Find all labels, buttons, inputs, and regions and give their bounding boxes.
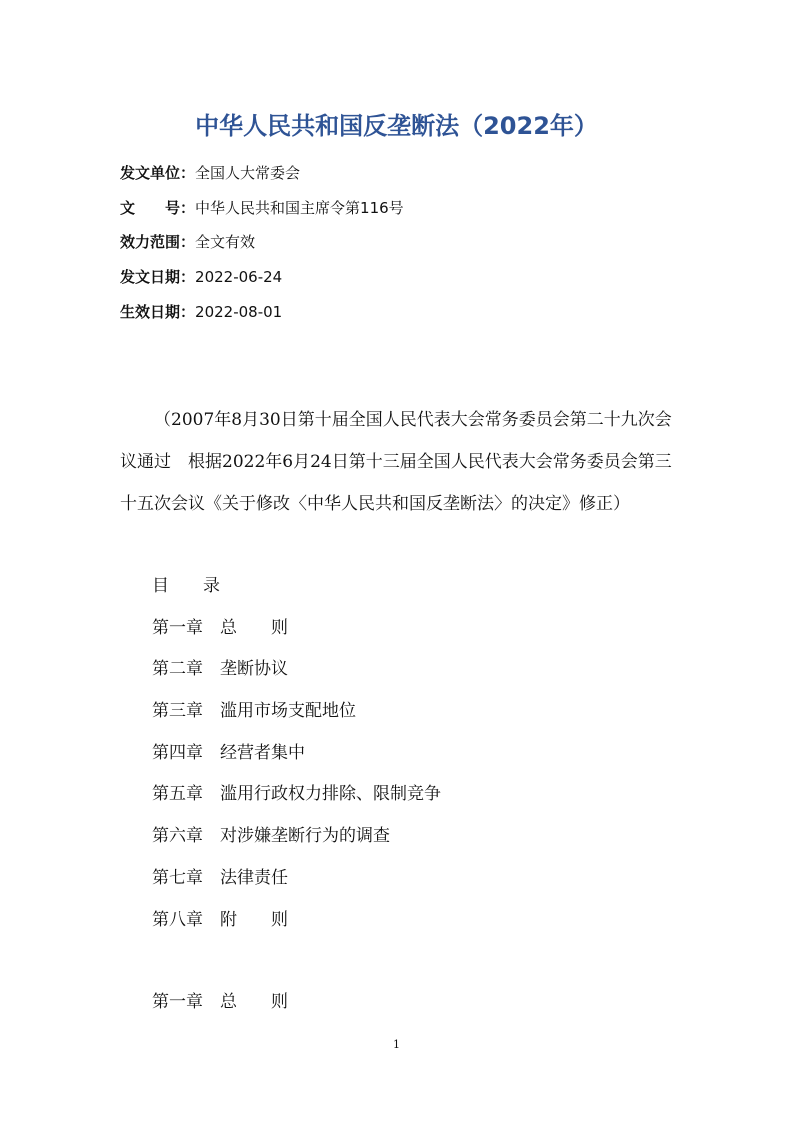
- meta-document-number: [120, 191, 720, 226]
- meta-separator: ：: [180, 268, 196, 287]
- meta-value: 中华人民共和国主席令第116号: [195, 198, 404, 217]
- toc-item: 第三章 滥用市场支配地位: [152, 701, 356, 722]
- document-metadata: [120, 156, 720, 329]
- meta-separator: ：: [180, 164, 196, 182]
- toc-item: 第七章 法律责任: [152, 867, 288, 888]
- meta-label: 发文单位: [120, 164, 181, 182]
- page-number: 1: [393, 1038, 400, 1051]
- toc-item: 第八章 附 则: [152, 909, 288, 930]
- meta-label: 发文日期: [120, 268, 181, 287]
- toc-item: 第五章 滥用行政权力排除、限制竞争: [152, 784, 441, 805]
- document-body: [120, 399, 680, 525]
- document-title: 中华人民共和国反垄断法（2022年）: [195, 112, 598, 140]
- toc-item: 第四章 经营者集中: [152, 742, 305, 763]
- meta-label: 效力范围: [120, 233, 181, 252]
- meta-label: 生效日期: [120, 302, 181, 321]
- meta-separator: ：: [180, 302, 196, 321]
- meta-separator: ：: [180, 233, 196, 252]
- meta-effective-date: [120, 295, 720, 330]
- meta-scope: [120, 225, 720, 260]
- meta-issue-date: [120, 260, 720, 295]
- toc-item: 第六章 对涉嫌垄断行为的调查: [152, 826, 390, 847]
- meta-label: 文 号: [120, 198, 181, 217]
- toc-heading: 目 录: [152, 576, 220, 596]
- meta-issuer: [120, 156, 720, 191]
- meta-value: 2022-06-24: [195, 268, 283, 287]
- meta-value: 全国人大常委会: [195, 164, 301, 182]
- toc-item: 第一章 总 则: [152, 617, 288, 638]
- preamble-paragraph: （2007年8月30日第十届全国人民代表大会常务委员会第二十九次会议通过 根据2022年6月24日第十三届全国人民代表大会常务委员会第三十五次会议《关于修改〈中华人民共和国反垄断法〉的决定》修正）: [120, 410, 672, 514]
- meta-value: 2022-08-01: [195, 302, 283, 321]
- chapter-heading: 第一章 总 则: [152, 992, 288, 1012]
- meta-value: 全文有效: [195, 233, 256, 252]
- table-of-contents: [152, 566, 672, 941]
- toc-item: 第二章 垄断协议: [152, 659, 288, 680]
- meta-separator: ：: [180, 198, 196, 217]
